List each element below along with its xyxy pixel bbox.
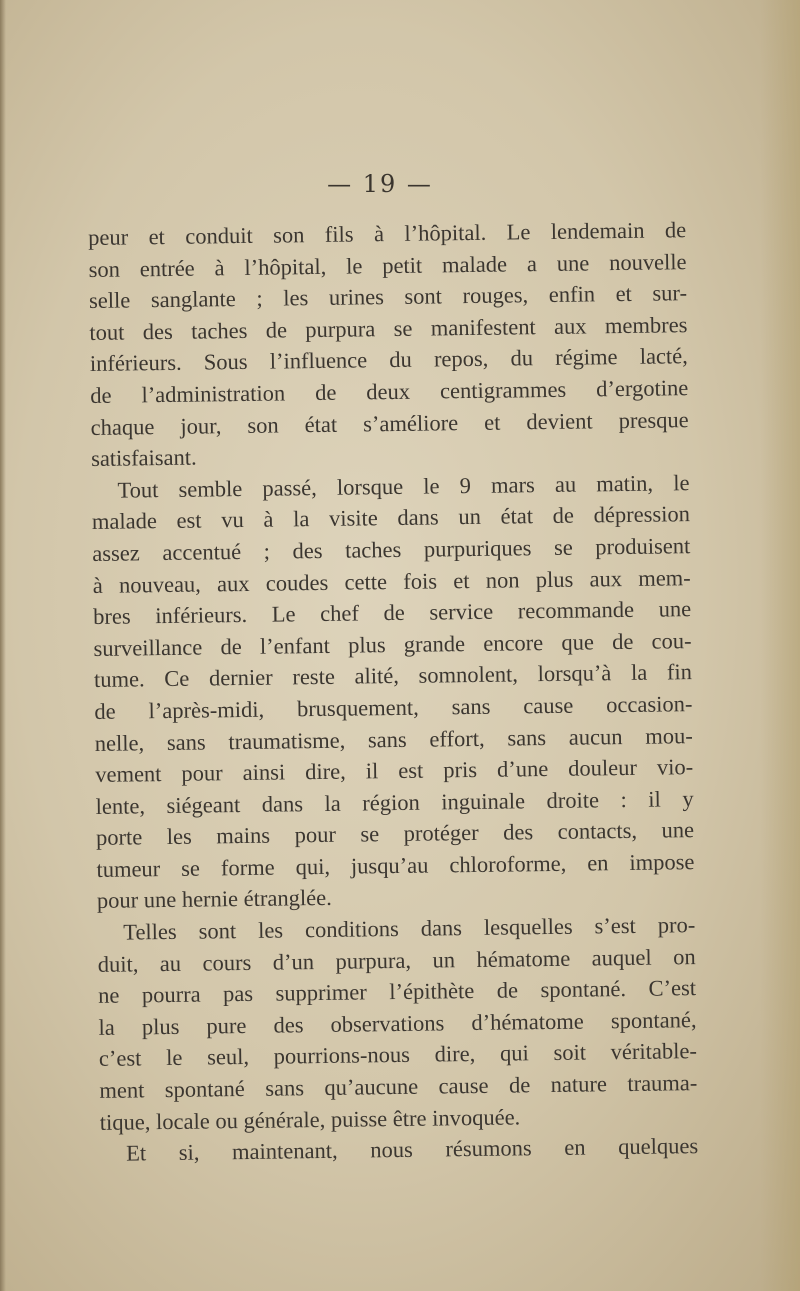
text-line: selle sanglante ; les urines sont rouges, enfin et sur-: [88, 280, 688, 314]
text-line: la plus pure des observations d’hématome spontané,: [98, 1006, 697, 1040]
page-number: — 19 —: [327, 170, 433, 198]
text-line: ment spontané sans qu’aucune cause de nature trauma-: [99, 1070, 698, 1103]
text-line: à nouveau, aux coudes cette fois et non plus aux mem-: [92, 564, 691, 598]
text-line: c’est le seul, pourrions-nous dire, qui soit véritable-: [98, 1038, 698, 1072]
text-line: pour une hernie étranglée.: [96, 885, 332, 914]
text-line: bres inférieurs. Le chef de service recommande une: [93, 596, 692, 630]
text-line: tumeur se forme qui, jusqu’au chloroforme, en impose: [96, 848, 695, 882]
text-line: peur et conduit son fils à l’hôpital. Le lendemain de: [88, 217, 687, 250]
text-line: lente, siégeant dans la région inguinale droite : il y: [95, 785, 694, 819]
text-line: duit, au cours d’un purpura, un hématome auquel on: [97, 943, 696, 977]
text-line: inférieurs. Sous l’influence du repos, du régime lacté,: [89, 343, 688, 377]
text-line: ne pourra pas supprimer l’épithète de spontané. C’est: [97, 975, 697, 1009]
text-line: de l’administration de deux centigrammes d’ergotine: [90, 375, 689, 408]
text-line: surveillance de l’enfant plus grande encore que de cou-: [93, 627, 692, 661]
text-line: son entrée à l’hôpital, le petit malade a une nouvelle: [88, 248, 687, 282]
text-line: Tout semble passé, lorsque le 9 mars au matin, le: [117, 469, 690, 503]
text-line: malade est vu à la visite dans un état de dépression: [91, 501, 691, 535]
text-line: de l’après-midi, brusquement, sans cause occasion-: [94, 691, 693, 724]
text-line: Telles sont les conditions dans lesquelles s’est pro-: [123, 912, 696, 945]
text-line: tique, locale ou générale, puisse être invoquée.: [99, 1104, 521, 1135]
body-text: [88, 214, 698, 1170]
page-right-tint: [760, 0, 800, 1291]
text-line: assez accentué ; des taches purpuriques se produisent: [92, 533, 691, 566]
text-line: chaque jour, son état s’améliore et devient presque: [90, 406, 689, 440]
text-line: satisfaisant.: [90, 444, 197, 472]
text-line: vement pour ainsi dire, il est pris d’une douleur vio-: [95, 754, 694, 788]
text-line: nelle, sans traumatisme, sans effort, sans aucun mou-: [94, 722, 693, 756]
text-line: tume. Ce dernier reste alité, somnolent, lorsqu’à la fin: [93, 659, 693, 693]
text-line: Et si, maintenant, nous résumons en quelques: [126, 1133, 699, 1166]
text-line: tout des taches de purpura se manifestent aux membres: [89, 311, 688, 345]
text-line: porte les mains pour se protéger des contacts, une: [95, 817, 695, 851]
